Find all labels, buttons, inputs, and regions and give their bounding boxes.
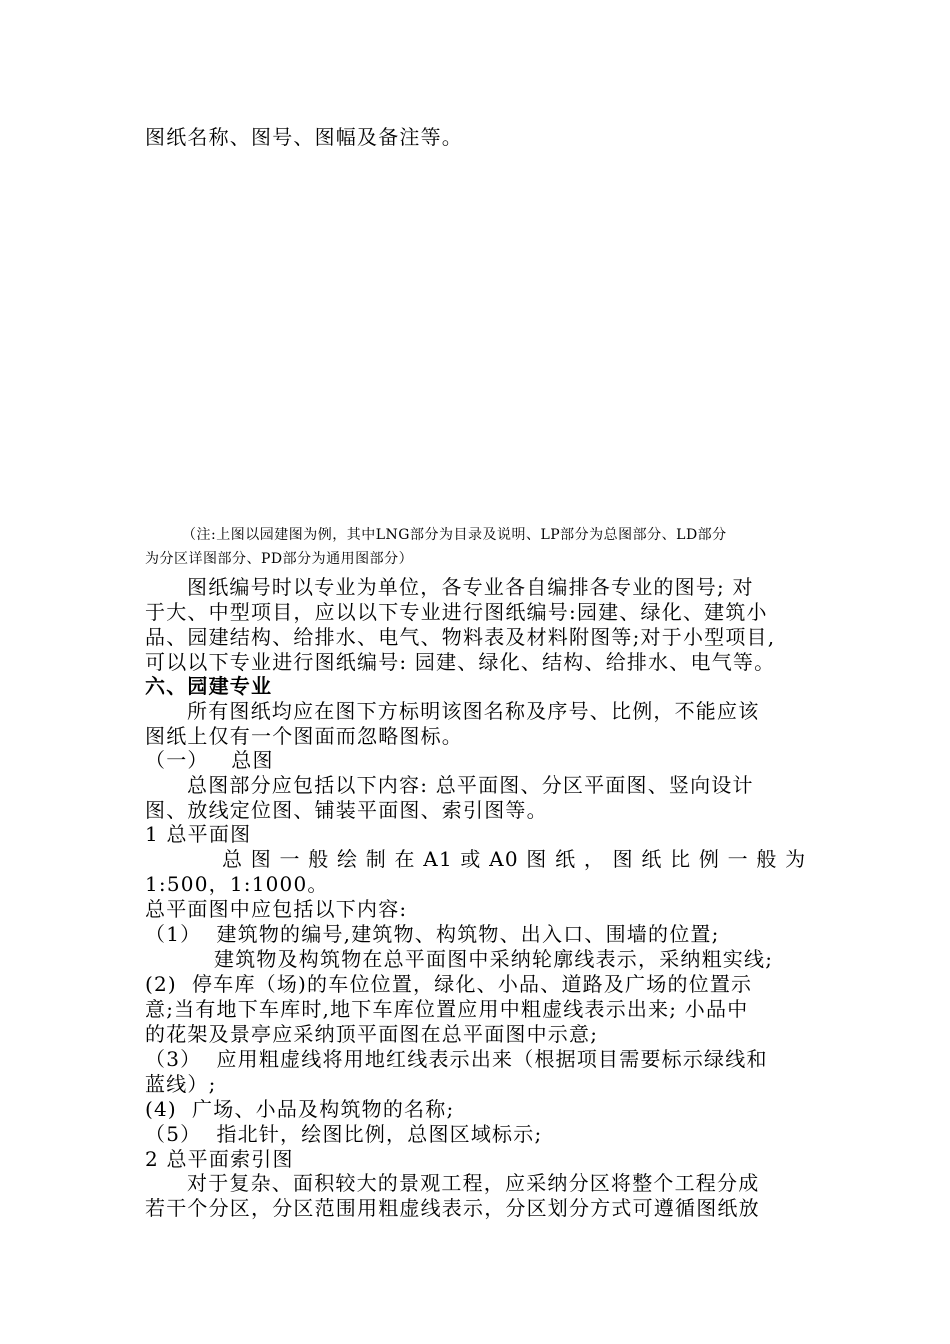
paragraph-line: 可以以下专业进行图纸编号: 园建、绿化、结构、给排水、电气等。	[145, 650, 776, 674]
item-2-body-line: 对于复杂、面积较大的景观工程，应采纳分区将整个工程分成	[187, 1171, 760, 1195]
section-intro-line: 图纸上仅有一个图面而忽略图标。	[145, 724, 463, 748]
item-2-title: 2 总平面索引图	[145, 1147, 294, 1171]
item-2-body-line: 若干个分区，分区范围用粗虚线表示，分区划分方式可遵循图纸放	[145, 1196, 760, 1220]
sub-intro-line: 总图部分应包括以下内容: 总平面图、分区平面图、竖向设计	[187, 773, 754, 797]
item-1-list-intro: 总平面图中应包括以下内容:	[145, 897, 408, 921]
item-1-body-line: 1:500，1:1000。	[145, 872, 329, 896]
figure-note-line-2: 为分区详图部分、PD部分为通用图部分）	[145, 551, 414, 567]
list-item: （3） 应用粗虚线将用地红线表示出来（根据项目需要标示绿线和	[145, 1047, 768, 1071]
top-text-line: 图纸名称、图号、图幅及备注等。	[145, 125, 463, 149]
figure-note-line-1: （注:上图以园建图为例，其中LNG部分为目录及说明、LP部分为总图部分、LD部分	[182, 527, 727, 543]
list-item: (4) 广场、小品及构筑物的名称;	[145, 1097, 455, 1121]
paragraph-line: 品、园建结构、给排水、电气、物料表及材料附图等;对于小型项目,	[145, 625, 776, 649]
list-item: （1） 建筑物的编号,建筑物、构筑物、出入口、围墙的位置;	[145, 922, 720, 946]
item-1-title: 1 总平面图	[145, 822, 252, 846]
sub-intro-line: 图、放线定位图、铺装平面图、索引图等。	[145, 798, 548, 822]
list-item: (2) 停车库（场)的车位位置，绿化、小品、道路及广场的位置示	[145, 972, 753, 996]
list-item: （5） 指北针，绘图比例，总图区域标示;	[145, 1122, 543, 1146]
item-1-body-line: 总 图 一 般 绘 制 在 A1 或 A0 图 纸 ， 图 纸 比 例 一 般 为	[222, 847, 807, 871]
list-item: 的花架及景亭应采纳顶平面图在总平面图中示意;	[145, 1022, 599, 1046]
section-intro-line: 所有图纸均应在图下方标明该图名称及序号、比例，不能应该	[187, 699, 760, 723]
paragraph-line: 图纸编号时以专业为单位，各专业各自编排各专业的图号; 对	[187, 575, 754, 599]
sub-heading: （一） 总图	[145, 748, 274, 772]
list-item: 意;当有地下车库时,地下车库位置应用中粗虚线表示出来; 小品中	[145, 997, 749, 1021]
section-heading: 六、园建专业	[145, 674, 273, 698]
list-item: 蓝线）;	[145, 1072, 217, 1096]
list-item: 建筑物及构筑物在总平面图中采纳轮廓线表示，采纳粗实线;	[214, 947, 774, 971]
paragraph-line: 于大、中型项目，应以以下专业进行图纸编号:园建、绿化、建筑小	[145, 600, 768, 624]
